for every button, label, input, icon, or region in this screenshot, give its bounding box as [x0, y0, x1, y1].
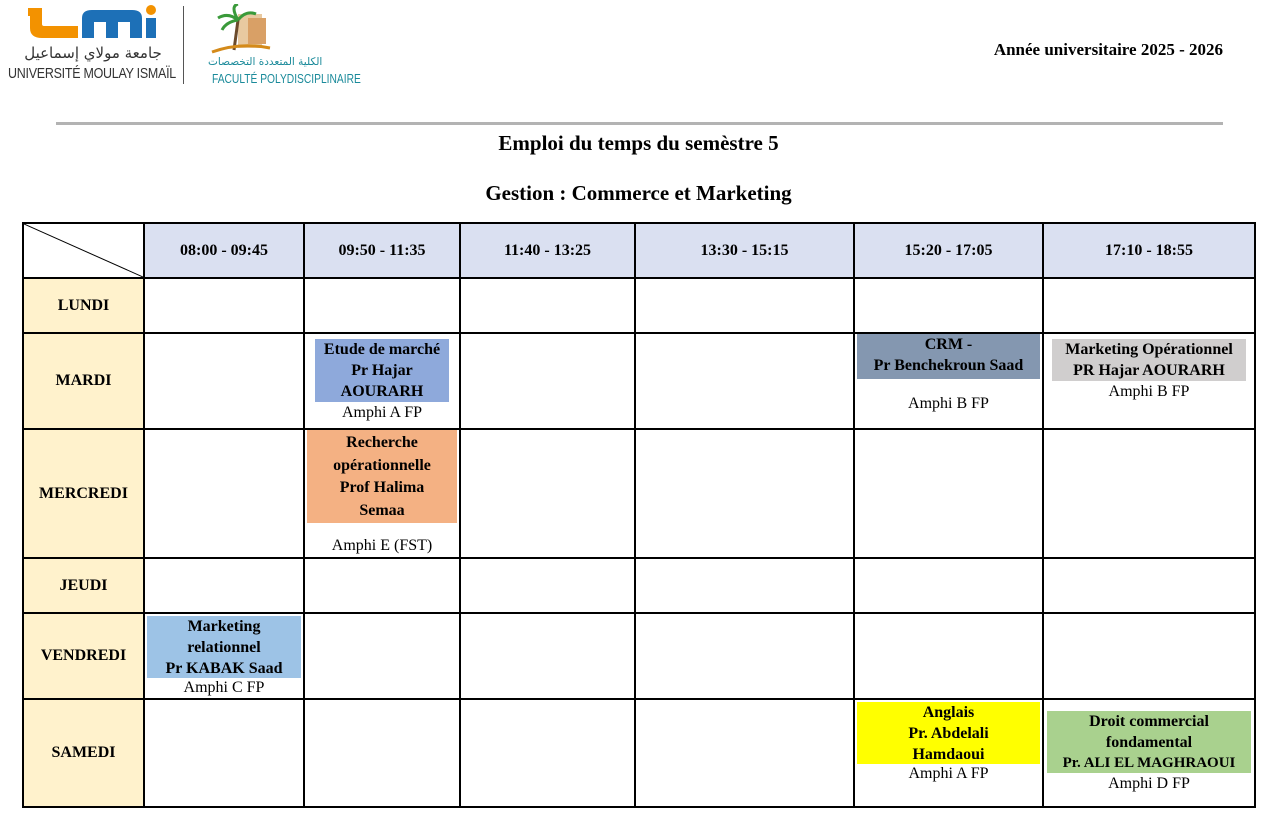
empty-cell [854, 558, 1043, 613]
empty-cell [144, 429, 304, 558]
course-name: Marketing Opérationnel [1065, 341, 1233, 358]
course-name: CRM - [924, 336, 973, 353]
course-teacher: Pr KABAK Saad [165, 660, 283, 677]
course-name: relationnel [187, 639, 261, 656]
empty-cell [144, 558, 304, 613]
faculty-logo [200, 4, 361, 88]
empty-cell [635, 699, 854, 807]
empty-cell [304, 558, 460, 613]
empty-cell [1043, 558, 1255, 613]
day-row [23, 613, 1255, 699]
logo-divider [183, 6, 184, 84]
diagonal-line-icon [24, 224, 143, 277]
session-cell [854, 333, 1043, 429]
session-room: Amphi A FP [341, 404, 423, 421]
session-cell [144, 613, 304, 699]
umi-logo [6, 4, 176, 88]
course-teacher: Pr Benchekroun Saad [873, 357, 1024, 374]
empty-cell [304, 613, 460, 699]
session-course [147, 616, 301, 678]
empty-cell [1043, 613, 1255, 699]
slot-header: 09:50 - 11:35 [304, 223, 460, 278]
course-teacher: Pr. Abdelali [908, 725, 989, 742]
session-course [315, 339, 449, 402]
timetable [22, 222, 1256, 808]
empty-cell [144, 333, 304, 429]
academic-year: Année universitaire 2025 - 2026 [993, 40, 1223, 59]
empty-cell [304, 278, 460, 333]
course-teacher: Pr Hajar [351, 362, 413, 379]
session-course [1047, 711, 1251, 773]
course-name: Anglais [922, 704, 975, 721]
course-name: Recherche [346, 434, 418, 451]
day-row [23, 278, 1255, 333]
palm-tree-icon [208, 4, 272, 56]
empty-cell [854, 613, 1043, 699]
empty-cell [1043, 278, 1255, 333]
empty-cell [635, 613, 854, 699]
course-teacher: PR Hajar AOURARH [1073, 362, 1225, 379]
header-row [23, 223, 1255, 278]
empty-cell [144, 278, 304, 333]
session-room: Amphi E (FST) [331, 537, 433, 554]
session-cell [304, 333, 460, 429]
session-cell [1043, 699, 1255, 807]
course-name: Marketing [187, 618, 261, 635]
empty-cell [460, 558, 635, 613]
session-course [307, 430, 457, 523]
session-room: Amphi B FP [1108, 383, 1190, 400]
empty-cell [854, 278, 1043, 333]
university-name-arabic: جامعة مولاي إسماعيل [24, 44, 162, 62]
empty-cell [144, 699, 304, 807]
slot-header: 17:10 - 18:55 [1043, 223, 1255, 278]
day-row [23, 429, 1255, 558]
slot-header: 15:20 - 17:05 [854, 223, 1043, 278]
faculty-name-latin: FACULTÉ POLYDISCIPLINAIRE [212, 72, 361, 86]
day-label: MERCREDI [23, 429, 144, 558]
day-row [23, 699, 1255, 807]
course-name: Droit commercial [1089, 713, 1209, 730]
session-course [857, 702, 1040, 764]
empty-cell [635, 278, 854, 333]
empty-cell [460, 333, 635, 429]
empty-cell [635, 558, 854, 613]
session-room: Amphi B FP [908, 395, 989, 412]
session-room: Amphi D FP [1108, 775, 1190, 792]
course-teacher: Semaa [359, 501, 405, 519]
day-label: JEUDI [23, 558, 144, 613]
empty-cell [460, 429, 635, 558]
page-title: Emploi du temps du semèstre 5 [498, 131, 779, 155]
empty-cell [854, 429, 1043, 558]
slot-header: 11:40 - 13:25 [460, 223, 635, 278]
day-row [23, 333, 1255, 429]
slot-header: 13:30 - 15:15 [635, 223, 854, 278]
empty-cell [304, 699, 460, 807]
day-label: MARDI [23, 333, 144, 429]
session-cell [1043, 333, 1255, 429]
day-row [23, 558, 1255, 613]
course-teacher: Hamdaoui [912, 746, 985, 763]
day-label: VENDREDI [23, 613, 144, 699]
header-rule [56, 122, 1223, 125]
course-name: Etude de marché [323, 341, 441, 358]
empty-cell [460, 278, 635, 333]
course-teacher: Prof Halima [339, 479, 425, 496]
empty-cell [460, 699, 635, 807]
session-course [857, 334, 1040, 379]
course-teacher: Pr. ALI EL MAGHRAOUI [1062, 755, 1236, 771]
empty-cell [1043, 429, 1255, 558]
slot-header: 08:00 - 09:45 [144, 223, 304, 278]
university-name-latin: UNIVERSITÉ MOULAY ISMAÏL [8, 66, 176, 82]
session-room: Amphi C FP [183, 679, 265, 696]
day-label: LUNDI [23, 278, 144, 333]
corner-cell [23, 223, 144, 278]
day-label: SAMEDI [23, 699, 144, 807]
faculty-name-arabic: الكلية المتعددة التخصصات [208, 56, 323, 68]
empty-cell [635, 429, 854, 558]
page-header [0, 0, 1277, 110]
empty-cell [635, 333, 854, 429]
session-course [1052, 339, 1246, 381]
session-room: Amphi A FP [908, 765, 989, 782]
session-cell [854, 699, 1043, 807]
program-title: Gestion : Commerce et Marketing [485, 181, 792, 205]
session-cell [304, 429, 460, 558]
empty-cell [460, 613, 635, 699]
course-name: fondamental [1105, 734, 1193, 751]
course-teacher: AOURARH [340, 383, 424, 400]
course-name: opérationnelle [333, 456, 431, 474]
umi-logo-mark-icon [28, 4, 156, 42]
